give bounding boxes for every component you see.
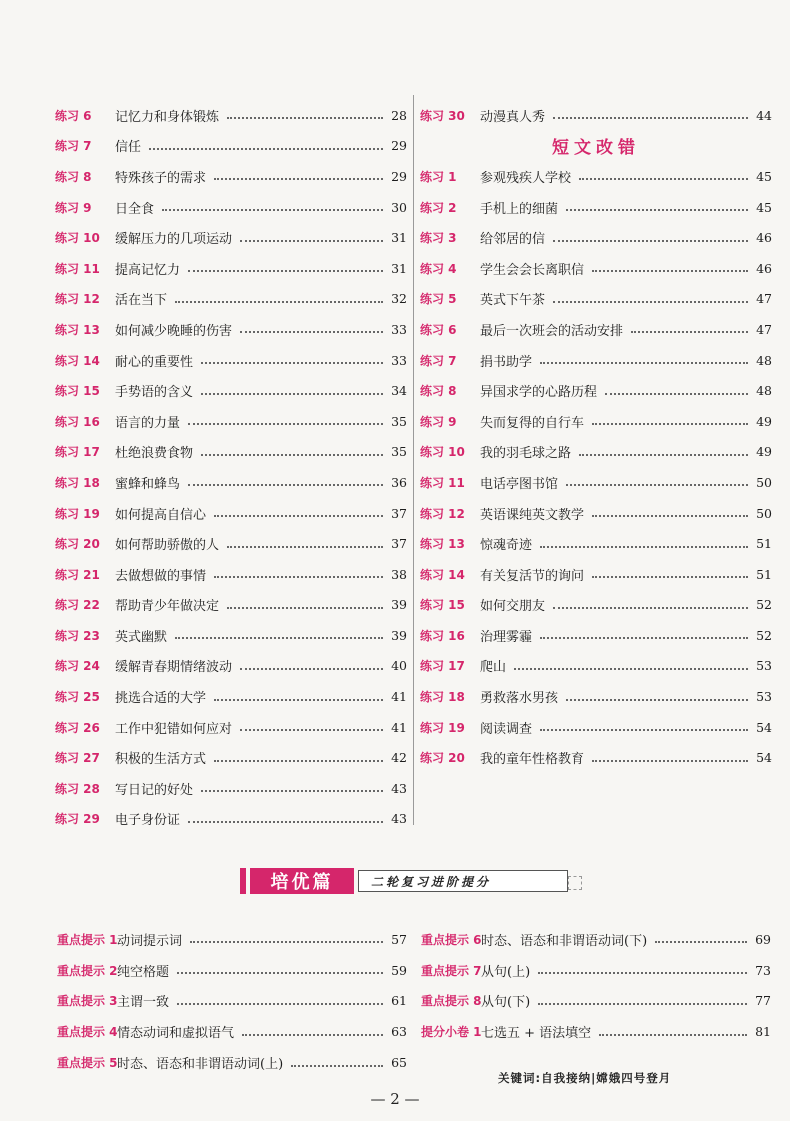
entry-code: 练习 11 [55, 261, 100, 276]
entry-title: 手机上的细菌 [480, 201, 559, 217]
toc-entry[interactable] [420, 681, 772, 712]
right-entry-list [420, 161, 772, 773]
dot-leader [592, 760, 748, 762]
entry-page: 77 [755, 993, 771, 1009]
toc-entry[interactable] [55, 284, 407, 315]
entry-title: 我的童年性格教育 [480, 752, 585, 768]
entry-title: 特殊孩子的需求 [115, 170, 207, 186]
toc-entry[interactable] [55, 773, 407, 804]
entry-title: 工作中犯错如何应对 [115, 721, 233, 737]
dot-leader [540, 637, 748, 639]
dot-leader [214, 699, 383, 701]
toc-entry[interactable] [421, 986, 771, 1017]
toc-entry[interactable] [57, 955, 407, 986]
entry-title: 惊魂奇迹 [480, 538, 533, 554]
section-heading-text: 短文改错 [552, 138, 640, 159]
entry-title: 异国求学的心路历程 [480, 385, 598, 401]
entry-page: 65 [391, 1055, 407, 1071]
dot-leader [538, 1003, 747, 1005]
entry-code: 练习 11 [420, 475, 465, 490]
entry-title: 失而复得的自行车 [480, 415, 585, 431]
entry-page: 47 [756, 291, 772, 307]
entry-code: 重点提示 6 [421, 932, 482, 947]
dot-leader [655, 941, 747, 943]
entry-code: 练习 8 [420, 384, 457, 399]
section-banner [240, 866, 590, 896]
dot-leader [175, 637, 383, 639]
dot-leader [227, 546, 383, 548]
dot-leader [149, 148, 383, 150]
dot-leader [227, 607, 383, 609]
toc-entry[interactable] [420, 528, 772, 559]
entry-page: 57 [391, 931, 407, 947]
toc-entry[interactable] [420, 498, 772, 529]
dot-leader [240, 240, 383, 242]
entry-page: 37 [391, 505, 407, 521]
entry-code: 练习 12 [420, 506, 465, 521]
toc-entry[interactable] [55, 712, 407, 743]
dot-leader [177, 1003, 383, 1005]
entry-page: 53 [756, 689, 772, 705]
entry-page: 34 [391, 383, 407, 399]
dot-leader [579, 454, 748, 456]
entry-page: 46 [756, 260, 772, 276]
entry-code: 重点提示 8 [421, 994, 482, 1009]
dot-leader [592, 423, 748, 425]
entry-title: 如何减少晚睡的伤害 [115, 323, 233, 339]
toc-entry[interactable] [55, 528, 407, 559]
entry-title: 有关复活节的询问 [480, 568, 585, 584]
entry-title: 活在当下 [115, 293, 168, 309]
entry-title: 情态动词和虚拟语气 [117, 1026, 235, 1042]
entry-page: 31 [391, 260, 407, 276]
entry-title: 缓解压力的几项运动 [115, 232, 233, 248]
entry-code: 练习 5 [420, 292, 457, 307]
toc-entry[interactable] [55, 590, 407, 621]
dot-leader [214, 760, 383, 762]
entry-title: 帮助青少年做决定 [115, 599, 220, 615]
toc-entry[interactable] [55, 620, 407, 651]
entry-title: 手势语的含义 [115, 385, 194, 401]
dot-leader [190, 941, 383, 943]
toc-entry[interactable] [55, 559, 407, 590]
toc-entry[interactable] [421, 924, 771, 955]
entry-code: 练习 4 [420, 261, 457, 276]
entry-code: 重点提示 3 [57, 994, 118, 1009]
dot-leader [592, 576, 748, 578]
entry-code: 练习 12 [55, 292, 100, 307]
entry-code: 练习 17 [420, 659, 465, 674]
toc-entry[interactable] [57, 1016, 407, 1047]
dot-leader [631, 331, 748, 333]
entry-code: 练习 1 [420, 169, 457, 184]
entry-title: 电子身份证 [115, 813, 181, 829]
entry-page: 81 [755, 1024, 771, 1040]
bottom-left-column [57, 924, 407, 1078]
entry-code: 练习 25 [55, 690, 100, 705]
dot-leader [227, 117, 383, 119]
dot-leader [188, 270, 383, 272]
entry-code: 练习 19 [420, 720, 465, 735]
entry-page: 30 [391, 199, 407, 215]
entry-page: 49 [756, 444, 772, 460]
dot-leader [514, 668, 748, 670]
entry-title: 参观残疾人学校 [480, 170, 572, 186]
entry-page: 73 [755, 962, 771, 978]
entry-page: 36 [391, 474, 407, 490]
entry-page: 53 [756, 658, 772, 674]
dot-leader [201, 393, 383, 395]
dot-leader [291, 1065, 383, 1067]
entry-page: 37 [391, 536, 407, 552]
entry-code: 练习 7 [55, 139, 92, 154]
entry-page: 63 [391, 1024, 407, 1040]
dot-leader [240, 668, 383, 670]
entry-title: 杜绝浪费食物 [115, 446, 194, 462]
toc-entry[interactable] [420, 620, 772, 651]
dot-leader [553, 607, 748, 609]
entry-title: 阅读调查 [480, 721, 533, 737]
entry-code: 练习 27 [55, 751, 100, 766]
entry-page: 44 [756, 107, 772, 123]
toc-entry[interactable] [421, 1016, 771, 1047]
toc-entry[interactable] [420, 345, 772, 376]
toc-left-column [55, 100, 407, 834]
dot-leader [540, 729, 748, 731]
entry-page: 42 [391, 750, 407, 766]
dot-leader [240, 729, 383, 731]
toc-entry[interactable] [420, 437, 772, 468]
toc-entry[interactable] [420, 100, 772, 131]
dot-leader [162, 209, 383, 211]
toc-entry[interactable] [55, 222, 407, 253]
dot-leader [188, 423, 383, 425]
entry-title: 我的羽毛球之路 [480, 446, 572, 462]
toc-entry[interactable] [55, 804, 407, 835]
toc-entry[interactable] [55, 467, 407, 498]
entry-page: 46 [756, 230, 772, 246]
entry-page: 43 [391, 780, 407, 796]
entry-page: 54 [756, 750, 772, 766]
toc-entry[interactable] [55, 681, 407, 712]
toc-entry[interactable] [57, 986, 407, 1017]
entry-page: 48 [756, 352, 772, 368]
toc-entry[interactable] [55, 651, 407, 682]
entry-page: 29 [391, 138, 407, 154]
entry-code: 练习 29 [55, 812, 100, 827]
entry-title: 从句(上) [481, 964, 531, 980]
entry-title: 动漫真人秀 [480, 109, 546, 125]
column-divider [413, 95, 414, 825]
dot-leader [201, 790, 383, 792]
toc-right-column [420, 100, 772, 773]
entry-page: 33 [391, 352, 407, 368]
bottom-right-column [421, 924, 771, 1047]
toc-entry[interactable] [420, 742, 772, 773]
toc-entry[interactable] [55, 161, 407, 192]
dot-leader [553, 117, 748, 119]
entry-title: 挑选合适的大学 [115, 691, 207, 707]
toc-entry[interactable] [420, 590, 772, 621]
entry-code: 练习 10 [420, 445, 465, 460]
entry-code: 练习 3 [420, 231, 457, 246]
entry-title: 英语课纯英文教学 [480, 507, 585, 523]
dot-leader [566, 484, 748, 486]
toc-entry[interactable] [55, 253, 407, 284]
toc-entry[interactable] [55, 345, 407, 376]
entry-code: 练习 18 [420, 690, 465, 705]
entry-code: 练习 30 [420, 108, 465, 123]
entry-title: 捐书助学 [480, 354, 533, 370]
entry-title: 缓解青春期情绪波动 [115, 660, 233, 676]
entry-title: 语言的力量 [115, 415, 181, 431]
entry-page: 48 [756, 383, 772, 399]
toc-entry[interactable] [420, 375, 772, 406]
entry-title: 时态、语态和非谓语动词(上) [117, 1057, 284, 1073]
entry-code: 提分小卷 1 [421, 1025, 482, 1040]
entry-page: 39 [391, 627, 407, 643]
entry-title: 时态、语态和非谓语动词(下) [481, 933, 648, 949]
entry-code: 重点提示 5 [57, 1056, 118, 1071]
entry-code: 练习 19 [55, 506, 100, 521]
toc-entry[interactable] [55, 406, 407, 437]
dot-leader [592, 515, 748, 517]
toc-entry[interactable] [420, 192, 772, 223]
dot-leader [553, 301, 748, 303]
entry-page: 31 [391, 230, 407, 246]
dot-leader [177, 972, 383, 974]
entry-title: 信任 [115, 140, 142, 156]
entry-title: 勇救落水男孩 [480, 691, 559, 707]
entry-page: 51 [756, 536, 772, 552]
entry-title: 记忆力和身体锻炼 [115, 109, 220, 125]
entry-code: 练习 6 [55, 108, 92, 123]
entry-page: 54 [756, 719, 772, 735]
dot-leader [599, 1034, 747, 1036]
dot-leader [538, 972, 747, 974]
dot-leader [566, 209, 748, 211]
dot-leader [214, 515, 383, 517]
entry-title: 蜜蜂和蜂鸟 [115, 476, 181, 492]
entry-title: 治理雾霾 [480, 629, 533, 645]
toc-entry[interactable] [55, 437, 407, 468]
dot-leader [201, 362, 383, 364]
entry-title: 七选五 + 语法填空 [481, 1026, 592, 1042]
toc-entry[interactable] [55, 314, 407, 345]
toc-entry[interactable] [421, 955, 771, 986]
entry-title: 日全食 [115, 201, 155, 217]
dot-leader [566, 699, 748, 701]
entry-code: 练习 16 [55, 414, 100, 429]
entry-title: 动词提示词 [117, 933, 183, 949]
entry-code: 练习 9 [420, 414, 457, 429]
entry-page: 41 [391, 719, 407, 735]
entry-code: 练习 28 [55, 781, 100, 796]
entry-title: 如何帮助骄傲的人 [115, 538, 220, 554]
entry-code: 练习 6 [420, 322, 457, 337]
entry-page: 35 [391, 444, 407, 460]
dot-leader [605, 393, 748, 395]
toc-entry[interactable] [55, 742, 407, 773]
entry-title: 电话亭图书馆 [480, 476, 559, 492]
entry-title: 耐心的重要性 [115, 354, 194, 370]
entry-page: 52 [756, 627, 772, 643]
dot-leader [201, 454, 383, 456]
entry-code: 重点提示 4 [57, 1025, 118, 1040]
entry-page: 41 [391, 689, 407, 705]
entry-page: 35 [391, 413, 407, 429]
entry-page: 28 [391, 107, 407, 123]
entry-page: 52 [756, 597, 772, 613]
toc-entry[interactable] [420, 284, 772, 315]
entry-page: 29 [391, 168, 407, 184]
entry-page: 50 [756, 505, 772, 521]
entry-page: 43 [391, 811, 407, 827]
entry-title: 提高记忆力 [115, 262, 181, 278]
entry-title: 最后一次班会的活动安排 [480, 323, 624, 339]
entry-code: 练习 22 [55, 598, 100, 613]
toc-entry[interactable] [420, 651, 772, 682]
toc-entry[interactable] [420, 406, 772, 437]
dot-leader [540, 546, 748, 548]
entry-page: 61 [391, 993, 407, 1009]
dot-leader [553, 240, 748, 242]
entry-code: 练习 13 [55, 322, 100, 337]
toc-entry[interactable] [55, 100, 407, 131]
entry-code: 练习 20 [55, 537, 100, 552]
entry-title: 英式下午茶 [480, 293, 546, 309]
entry-code: 重点提示 2 [57, 963, 118, 978]
toc-entry[interactable] [57, 924, 407, 955]
entry-title: 学生会会长离职信 [480, 262, 585, 278]
entry-title: 如何提高自信心 [115, 507, 207, 523]
entry-page: 38 [391, 566, 407, 582]
entry-code: 练习 15 [420, 598, 465, 613]
section-heading [420, 131, 772, 162]
entry-title: 给邻居的信 [480, 232, 546, 248]
dot-leader [214, 576, 383, 578]
banner-title: 培优篇 [250, 868, 354, 894]
toc-entry[interactable] [420, 467, 772, 498]
toc-entry[interactable] [420, 222, 772, 253]
dot-leader [188, 821, 383, 823]
entry-page: 33 [391, 321, 407, 337]
toc-entry[interactable] [420, 712, 772, 743]
toc-entry[interactable] [420, 559, 772, 590]
entry-page: 69 [755, 931, 771, 947]
entry-page: 59 [391, 962, 407, 978]
entry-page: 45 [756, 168, 772, 184]
entry-title: 纯空格题 [117, 964, 170, 980]
entry-code: 练习 24 [55, 659, 100, 674]
dot-leader [242, 1034, 383, 1036]
entry-code: 练习 14 [55, 353, 100, 368]
entry-title: 如何交朋友 [480, 599, 546, 615]
banner-corner-ornament [568, 876, 582, 890]
entry-page: 49 [756, 413, 772, 429]
entry-code: 练习 18 [55, 475, 100, 490]
dot-leader [540, 362, 748, 364]
entry-code: 练习 17 [55, 445, 100, 460]
entry-code: 练习 14 [420, 567, 465, 582]
entry-page: 51 [756, 566, 772, 582]
entry-page: 47 [756, 321, 772, 337]
dot-leader [188, 484, 383, 486]
entry-page: 45 [756, 199, 772, 215]
entry-code: 练习 7 [420, 353, 457, 368]
dot-leader [592, 270, 748, 272]
entry-code: 练习 15 [55, 384, 100, 399]
entry-code: 练习 9 [55, 200, 92, 215]
toc-entry[interactable] [420, 253, 772, 284]
entry-page: 50 [756, 474, 772, 490]
entry-title: 从句(下) [481, 995, 531, 1011]
banner-subtitle: 二轮复习进阶提分 [358, 870, 568, 892]
toc-entry[interactable] [55, 192, 407, 223]
entry-code: 重点提示 7 [421, 963, 482, 978]
dot-leader [579, 178, 748, 180]
entry-title: 主谓一致 [117, 995, 170, 1011]
entry-title: 英式幽默 [115, 629, 168, 645]
keywords-note: 关键词:自我接纳|嫦娥四号登月 [498, 1071, 672, 1085]
entry-code: 重点提示 1 [57, 932, 118, 947]
entry-title: 去做想做的事情 [115, 568, 207, 584]
entry-code: 练习 8 [55, 169, 92, 184]
toc-entry[interactable] [420, 314, 772, 345]
toc-entry[interactable] [55, 375, 407, 406]
entry-page: 40 [391, 658, 407, 674]
toc-entry[interactable] [420, 161, 772, 192]
toc-entry[interactable] [55, 498, 407, 529]
entry-code: 练习 13 [420, 537, 465, 552]
entry-code: 练习 10 [55, 231, 100, 246]
entry-code: 练习 26 [55, 720, 100, 735]
dot-leader [214, 178, 383, 180]
entry-title: 积极的生活方式 [115, 752, 207, 768]
entry-page: 39 [391, 597, 407, 613]
entry-code: 练习 2 [420, 200, 457, 215]
dot-leader [240, 331, 383, 333]
entry-code: 练习 20 [420, 751, 465, 766]
toc-entry[interactable] [55, 131, 407, 162]
entry-code: 练习 23 [55, 628, 100, 643]
entry-title: 爬山 [480, 660, 507, 676]
entry-page: 32 [391, 291, 407, 307]
entry-code: 练习 21 [55, 567, 100, 582]
entry-code: 练习 16 [420, 628, 465, 643]
dot-leader [175, 301, 383, 303]
entry-title: 写日记的好处 [115, 782, 194, 798]
page-number: — 2 — [370, 1090, 420, 1108]
toc-entry[interactable] [57, 1047, 407, 1078]
